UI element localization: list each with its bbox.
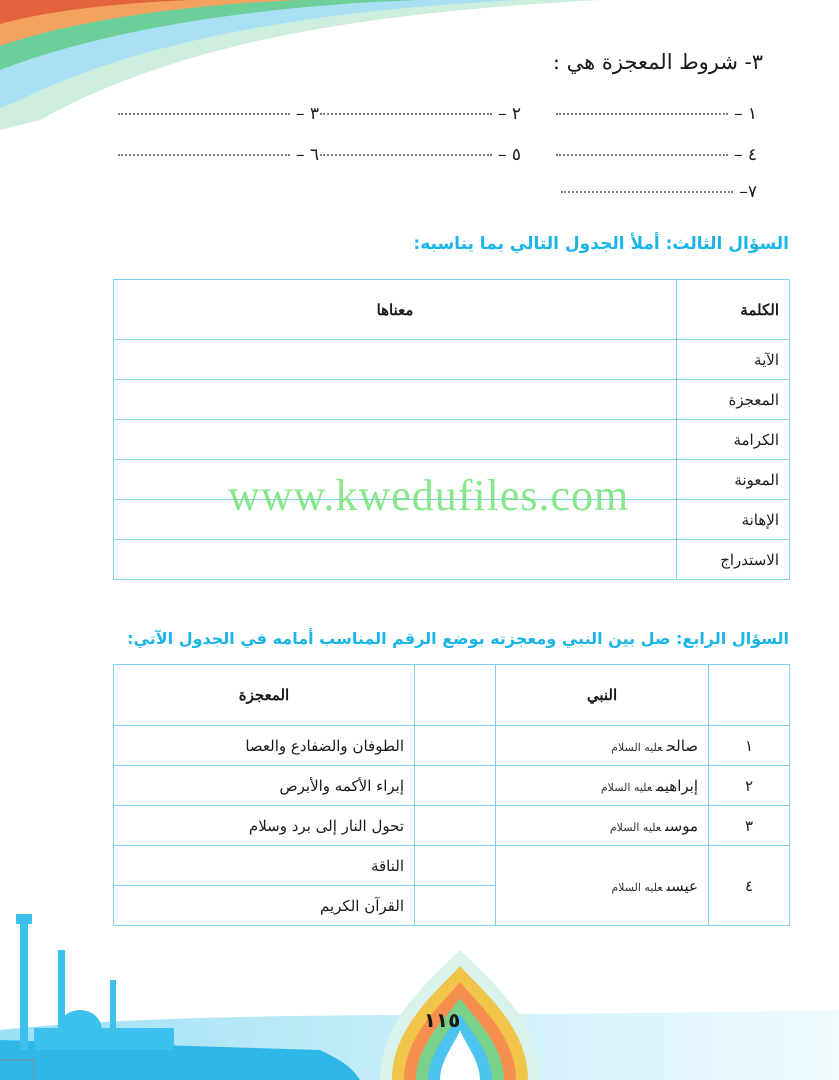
footer-mosque-decoration — [0, 910, 839, 1080]
table-row — [114, 766, 790, 806]
miracle-cell: الطوفان والضفادع والعصا — [114, 726, 415, 766]
condition-line-4[interactable]: ٤ – — [556, 145, 757, 165]
section-heading-miracle-conditions: ٣- شروط المعجزة هي : — [552, 50, 763, 74]
prophet-number: ١ — [709, 726, 790, 766]
table-row — [114, 540, 790, 580]
table-row — [114, 806, 790, 846]
honorific-label: عليه السلام — [600, 780, 653, 794]
condition-line-7[interactable]: ٧– — [561, 182, 757, 202]
header-word: الكلمة — [677, 280, 790, 340]
word-cell: الاستدراج — [677, 540, 790, 580]
prophet-number: ٢ — [709, 766, 790, 806]
prophet-name-cell: موسىعليه السلام — [496, 806, 709, 846]
header-number — [709, 665, 790, 726]
header-miracle: المعجزة — [114, 665, 415, 726]
condition-line-2[interactable]: ٢ – — [320, 104, 521, 124]
meaning-cell[interactable] — [114, 420, 677, 460]
header-prophet: النبي — [496, 665, 709, 726]
question-4-title: السؤال الرابع: صل بين النبي ومعجزته بوضع الرقم المناسب أمامه في الجدول الآتي: — [127, 629, 789, 648]
table-row — [114, 380, 790, 420]
miracle-cell: القرآن الكريم — [114, 886, 415, 926]
word-cell: المعونة — [677, 460, 790, 500]
table-row — [114, 420, 790, 460]
meaning-cell[interactable] — [114, 380, 677, 420]
word-cell: الكرامة — [677, 420, 790, 460]
page-number: ١١٥ — [423, 1008, 461, 1032]
header-answer — [415, 665, 496, 726]
condition-line-6[interactable]: ٦ – — [118, 145, 319, 165]
condition-line-5[interactable]: ٥ – — [320, 145, 521, 165]
prophet-miracle-table — [113, 664, 790, 926]
watermark-text: www.kwedufiles.com — [228, 471, 630, 520]
condition-line-1[interactable]: ١ – — [556, 104, 757, 124]
answer-cell[interactable] — [415, 726, 496, 766]
miracle-cell: الناقة — [114, 846, 415, 886]
answer-cell[interactable] — [415, 846, 496, 886]
honorific-label: عليه السلام — [609, 820, 662, 834]
word-cell: الآية — [677, 340, 790, 380]
header-meaning: معناها — [114, 280, 677, 340]
answer-cell[interactable] — [415, 766, 496, 806]
prophet-number: ٣ — [709, 806, 790, 846]
answer-cell[interactable] — [415, 806, 496, 846]
miracle-cell: تحول النار إلى برد وسلام — [114, 806, 415, 846]
prophet-name-cell: إبراهيمعليه السلام — [496, 766, 709, 806]
word-cell: الإهانة — [677, 500, 790, 540]
miracle-cell: إبراء الأكمه والأبرص — [114, 766, 415, 806]
honorific-label: عليه السلام — [611, 740, 663, 754]
prophet-name-cell: عيسىعليه السلام — [496, 846, 709, 926]
prophet-number: ٤ — [709, 846, 790, 926]
prophet-name-cell: صالحعليه السلام — [496, 726, 709, 766]
question-3-title: السؤال الثالث: أملأ الجدول التالي بما يناسبه: — [413, 234, 789, 254]
table-row — [114, 846, 790, 886]
word-cell: المعجزة — [677, 380, 790, 420]
table-row — [114, 340, 790, 380]
word-meaning-table — [113, 279, 790, 580]
condition-line-3[interactable]: ٣ – — [118, 104, 319, 124]
meaning-cell[interactable] — [114, 540, 677, 580]
honorific-label: عليه السلام — [611, 880, 663, 894]
meaning-cell[interactable] — [114, 340, 677, 380]
table-row — [114, 726, 790, 766]
